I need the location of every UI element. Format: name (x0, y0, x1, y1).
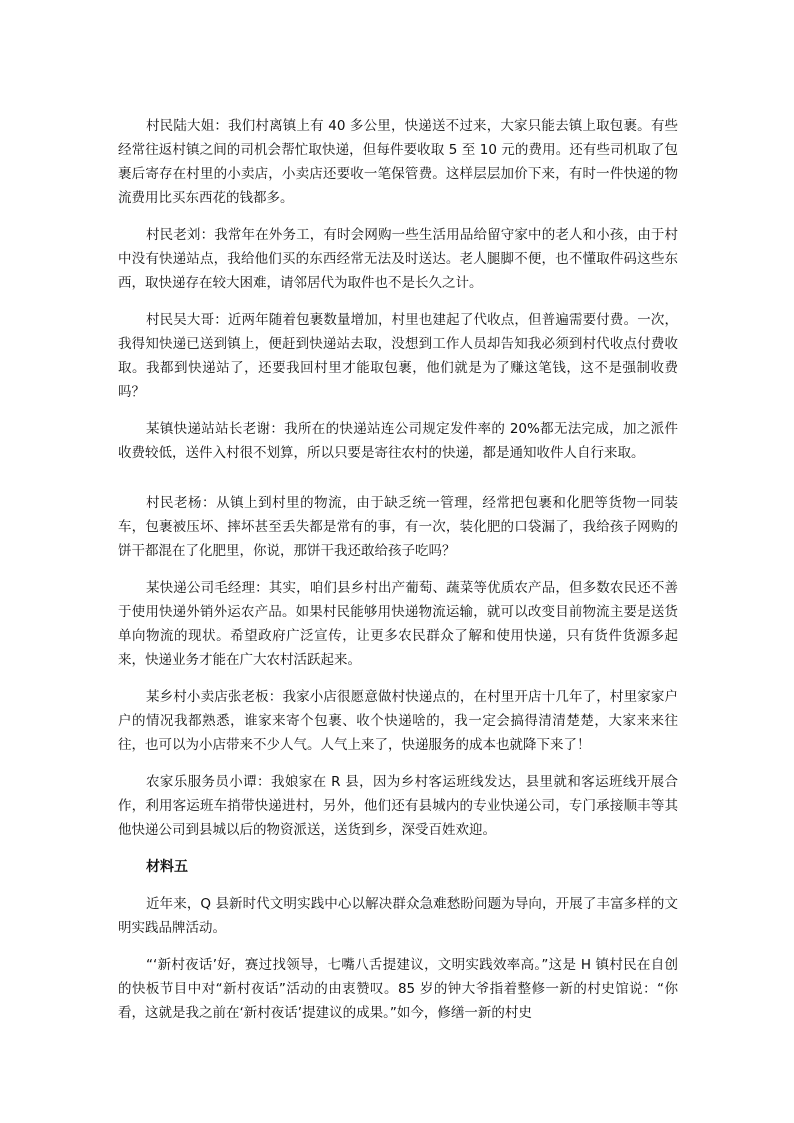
paragraph-server-tan: 农家乐服务员小谭：我娘家在 R 县，因为乡村客运班线发达，县里就和客运班线开展合作，利用客运班车捎带快递进村，另外，他们还有县城内的专业快递公司，专门承接顺丰等其他快递公司到县城以后的物资派送，送货到乡，深受百姓欢迎。 (118, 774, 678, 838)
paragraph-shop-owner-zhang: 某乡村小卖店张老板：我家小店很愿意做村快递点的，在村里开店十几年了，村里家家户户的情况我都熟悉，谁家来寄个包裹、收个快递啥的，我一定会搞得清清楚楚，大家来来往往，也可以为小店带来不少人气。人气上来了，快递服务的成本也就降下来了！ (118, 689, 678, 753)
paragraph-intro-q-county: 近年来，Q 县新时代文明实践中心以解决群众急难愁盼问题为导向，开展了丰富多样的文明实践品牌活动。 (118, 896, 678, 936)
paragraph-station-manager-xie: 某镇快递站站长老谢：我所在的快递站连公司规定发件率的 20%都无法完成，加之派件收费较低，送件入村很不划算，所以只要是寄往农村的快递，都是通知收件人自行来取。 (118, 421, 678, 461)
paragraph-new-village-night-talk: “‘新村夜话’好，赛过找领导，七嘴八舌提建议，文明实践效率高。”这是 H 镇村民在自创的快板节目中对“新村夜话”活动的由衷赞叹。85 岁的钟大爷指着整修一新的村史馆说：“你看，这就是我之前在‘新村夜话’提建议的成果。”如今，修缮一新的村史 (118, 957, 678, 1021)
paragraph-villager-lu: 村民陆大姐：我们村离镇上有 40 多公里，快递送不过来，大家只能去镇上取包裹。有些经常往返村镇之间的司机会帮忙取快递，但每件要收取 5 至 10 元的费用。还有些司机取了包裹后寄存在村里的小卖店，小卖店还要收一笔保管费。这样层层加价下来，有时一件快递的物流费用比买东西花的钱都多。 (118, 118, 678, 206)
paragraph-villager-wu: 村民吴大哥：近两年随着包裹数量增加，村里也建起了代收点，但普遍需要付费。一次，我得知快递已送到镇上，便赶到快递站去取，没想到工作人员却告知我必须到村代收点付费收取。我都到快递站了，还要我回村里才能取包裹，他们就是为了赚这笔钱，这不是强制收费吗？ (118, 312, 678, 400)
section-heading: 材料五 (146, 859, 188, 875)
paragraph-villager-liu: 村民老刘：我常年在外务工，有时会网购一些生活用品给留守家中的老人和小孩，由于村中没有快递站点，我给他们买的东西经常无法及时送达。老人腿脚不便，也不懂取件码这些东西，取快递存在较大困难，请邻居代为取件也不是长久之计。 (118, 227, 678, 291)
paragraph-villager-yang: 村民老杨：从镇上到村里的物流，由于缺乏统一管理，经常把包裹和化肥等货物一同装车，包裹被压坏、摔坏甚至丢失都是常有的事，有一次，装化肥的口袋漏了，我给孩子网购的饼干都混在了化肥里，你说，那饼干我还敢给孩子吃吗？ (118, 495, 678, 559)
paragraph-manager-mao: 某快递公司毛经理：其实，咱们县乡村出产葡萄、蔬菜等优质农产品，但多数农民还不善于使用快递外销外运农产品。如果村民能够用快递物流运输，就可以改变目前物流主要是送货单向物流的现状。希望政府广泛宣传，让更多农民群众了解和使用快递，只有货件货源多起来，快递业务才能在广大农村活跃起来。 (118, 580, 678, 668)
document-body (118, 114, 678, 1038)
